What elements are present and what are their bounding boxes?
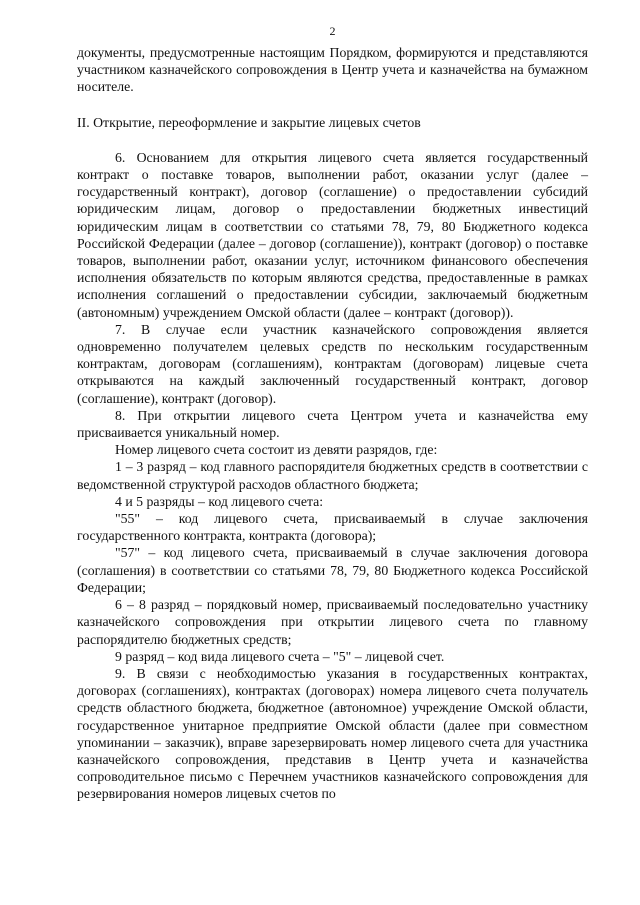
paragraph-9: 9. В связи с необходимостью указания в государственных контрактах, договорах (соглашениях), контрактах (договорах) номера лицевого счета получатель средств областного бюджета, бюджетное (автономное) учреждение Омской области, государственное унитарное предприятие Омской области (далее при совместном упоминании – заказчик), вправе зарезервировать номер лицевого счета для участника казначейского сопровождения, представив в Центр учета и казначейства сопроводительное письмо с Перечнем участников казначейского сопровождения для резервирования номеров лицевых счетов по: [77, 665, 588, 802]
digit-9: 9 разряд – код вида лицевого счета – "5" – лицевой счет.: [115, 648, 445, 664]
code-55: "55" – код лицевого счета, присваиваемый в случае заключения государственного контракта, контракта (договора);: [77, 511, 588, 544]
digits-6-8: 6 – 8 разряд – порядковый номер, присваиваемый последовательно участнику казначейского сопровождения при открытии лицевого счета по главному распорядителю бюджетных средств;: [77, 597, 588, 647]
account-number-structure: Номер лицевого счета состоит из девяти разрядов, где:: [115, 442, 438, 458]
page-number: 2: [329, 24, 336, 38]
digits-1-3: 1 – 3 разряд – код главного распорядителя бюджетных средств в соответствии с ведомственной структурой расходов областного бюджета;: [77, 459, 588, 492]
code-57: "57" – код лицевого счета, присваиваемый в случае заключения договора (соглашения) в соответствии со статьями 78, 79, 80 Бюджетного кодекса Российской Федерации;: [77, 545, 588, 595]
paragraph-7: 7. В случае если участник казначейского сопровождения является одновременно получателем целевых средств по нескольким государственным контрактам, договорам (соглашениям), контрактам (договорам) лицевые счета открываются на каждый заключенный государственный контракт, договор (соглашение), контракт (договор).: [77, 321, 588, 406]
paragraph-6: 6. Основанием для открытия лицевого счета является государственный контракт о поставке товаров, выполнении работ, оказании услуг (далее – государственный контракт), договор (соглашение) о предоставлении субсидий юридическим лицам, договор о предоставлении бюджетных инвестиций юридическим лицам в соответствии со статьями 78, 79, 80 Бюджетного кодекса Российской Федерации (далее – договор (соглашение)), контракт (договор) о поставке товаров, выполнении работ, оказании услуг, источником финансового обеспечения исполнения обязательств по которым являются средства, предоставленные в рамках исполнения соглашений о предоставлении субсидии, заключаемый бюджетным (автономным) учреждением Омской области (далее – контракт (договор)).: [77, 149, 588, 320]
paragraph-8: 8. При открытии лицевого счета Центром учета и казначейства ему присваивается уникальный номер.: [77, 407, 588, 441]
intro-paragraph: документы, предусмотренные настоящим Порядком, формируются и представляются участником казначейского сопровождения в Центр учета и казначейства на бумажном носителе.: [77, 45, 588, 95]
section-heading: II. Открытие, переоформление и закрытие лицевых счетов: [77, 114, 421, 130]
digits-4-5: 4 и 5 разряды – код лицевого счета:: [115, 493, 324, 509]
